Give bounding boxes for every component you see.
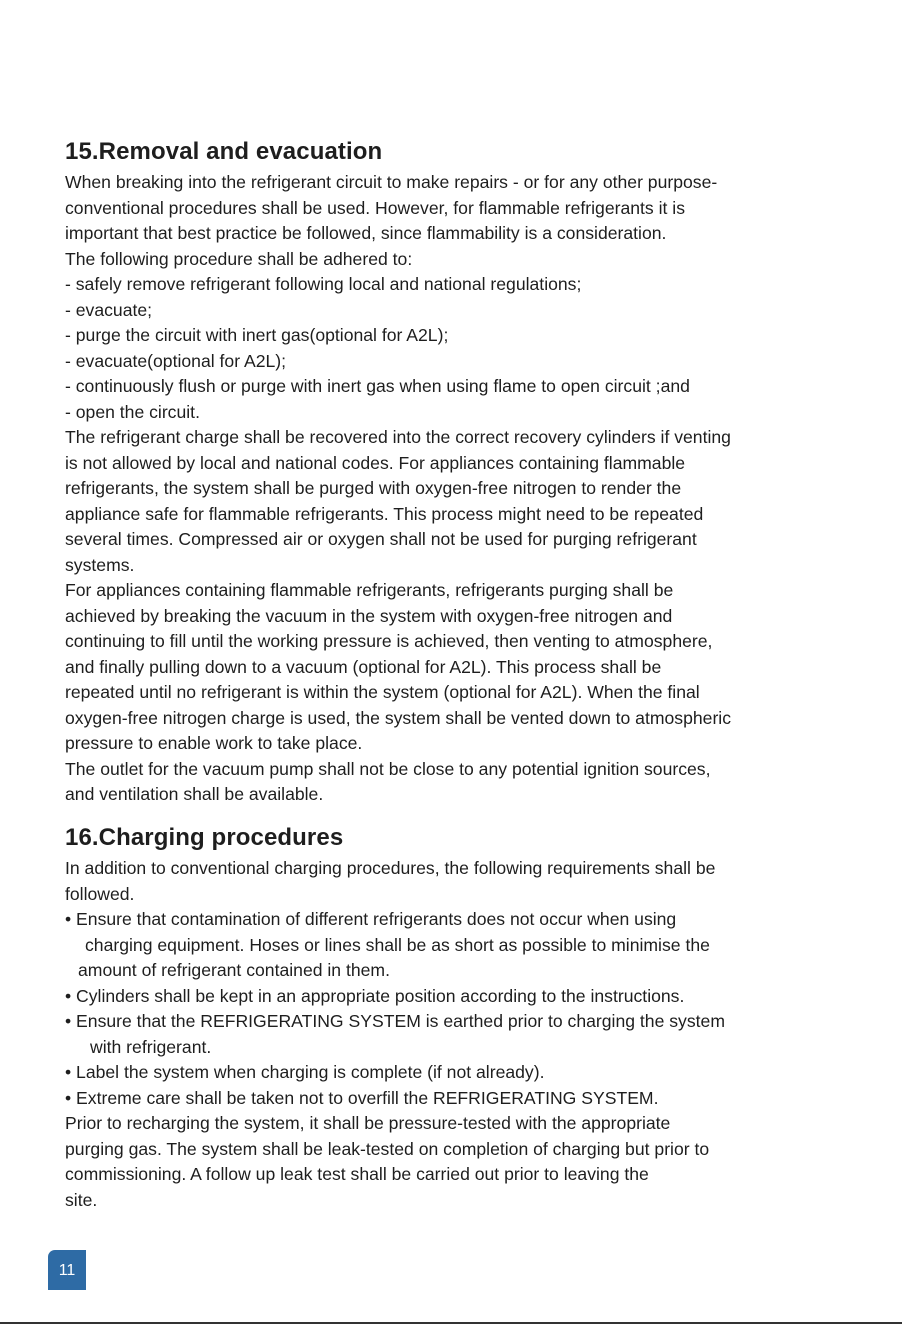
text-line: For appliances containing flammable refrigerants, refrigerants purging shall be — [65, 580, 674, 600]
text-line: continuing to fill until the working pressure is achieved, then venting to atmosphere, — [65, 631, 713, 651]
text-line: The outlet for the vacuum pump shall not be close to any potential ignition sources, — [65, 758, 711, 779]
bullet-continuation: amount of refrigerant contained in them. — [78, 960, 390, 980]
text-line: refrigerants, the system shall be purged with oxygen-free nitrogen to render the — [65, 478, 682, 498]
text-line: important that best practice be followed, since flammability is a consideration. — [65, 223, 667, 243]
bullet-continuation: with refrigerant. — [90, 1036, 212, 1057]
text-line: Prior to recharging the system, it shall be pressure-tested with the appropriate — [65, 1113, 671, 1133]
procedure-step: - open the circuit. — [65, 401, 200, 422]
page-number-badge: 11 — [48, 1250, 86, 1290]
section-heading: 16.Charging procedures — [65, 824, 344, 851]
text-line: repeated until no refrigerant is within the system (optional for A2L). When the final — [65, 682, 700, 702]
text-line: followed. — [65, 883, 135, 904]
bullet-item: • Ensure that the REFRIGERATING SYSTEM is earthed prior to charging the system — [65, 1011, 725, 1031]
text-line: conventional procedures shall be used. However, for flammable refrigerants it is — [65, 197, 685, 218]
section-removal-and-evacuation — [65, 136, 845, 808]
procedure-step: - continuously flush or purge with inert gas when using flame to open circuit ;and — [65, 376, 690, 396]
procedure-step: - evacuate; — [65, 299, 153, 320]
text-line: and ventilation shall be available. — [65, 784, 324, 804]
text-line: purging gas. The system shall be leak-tested on completion of charging but prior to — [65, 1138, 710, 1159]
procedure-step: - purge the circuit with inert gas(optional for A2L); — [65, 325, 449, 345]
text-line: appliance safe for flammable refrigerants. This process might need to be repeated — [65, 503, 704, 524]
section-heading: 15.Removal and evacuation — [65, 138, 383, 165]
text-line: The refrigerant charge shall be recovered into the correct recovery cylinders if venting — [65, 427, 731, 447]
text-line: systems. — [65, 554, 135, 575]
bullet-item: • Label the system when charging is complete (if not already). — [65, 1062, 545, 1082]
bullet-continuation: charging equipment. Hoses or lines shall be as short as possible to minimise the — [85, 934, 710, 955]
text-line: When breaking into the refrigerant circuit to make repairs - or for any other purpose- — [65, 172, 718, 192]
procedure-step: - safely remove refrigerant following local and national regulations; — [65, 274, 582, 294]
text-line: pressure to enable work to take place. — [65, 733, 363, 753]
bullet-item: • Cylinders shall be kept in an appropriate position according to the instructions. — [65, 985, 685, 1006]
text-line: commissioning. A follow up leak test shall be carried out prior to leaving the — [65, 1164, 649, 1184]
bullet-item: • Extreme care shall be taken not to overfill the REFRIGERATING SYSTEM. — [65, 1087, 659, 1108]
text-line: achieved by breaking the vacuum in the system with oxygen-free nitrogen and — [65, 605, 673, 626]
text-line: site. — [65, 1189, 98, 1210]
text-line: The following procedure shall be adhered to: — [65, 248, 413, 269]
text-line: and finally pulling down to a vacuum (optional for A2L). This process shall be — [65, 656, 662, 677]
text-line: oxygen-free nitrogen charge is used, the system shall be vented down to atmospheric — [65, 707, 732, 728]
text-line: is not allowed by local and national codes. For appliances containing flammable — [65, 452, 686, 473]
bullet-item: • Ensure that contamination of different refrigerants does not occur when using — [65, 909, 677, 929]
section-charging-procedures — [65, 822, 845, 1213]
text-line: In addition to conventional charging procedures, the following requirements shall be — [65, 858, 716, 878]
text-line: several times. Compressed air or oxygen shall not be used for purging refrigerant — [65, 529, 697, 549]
procedure-step: - evacuate(optional for A2L); — [65, 350, 287, 371]
